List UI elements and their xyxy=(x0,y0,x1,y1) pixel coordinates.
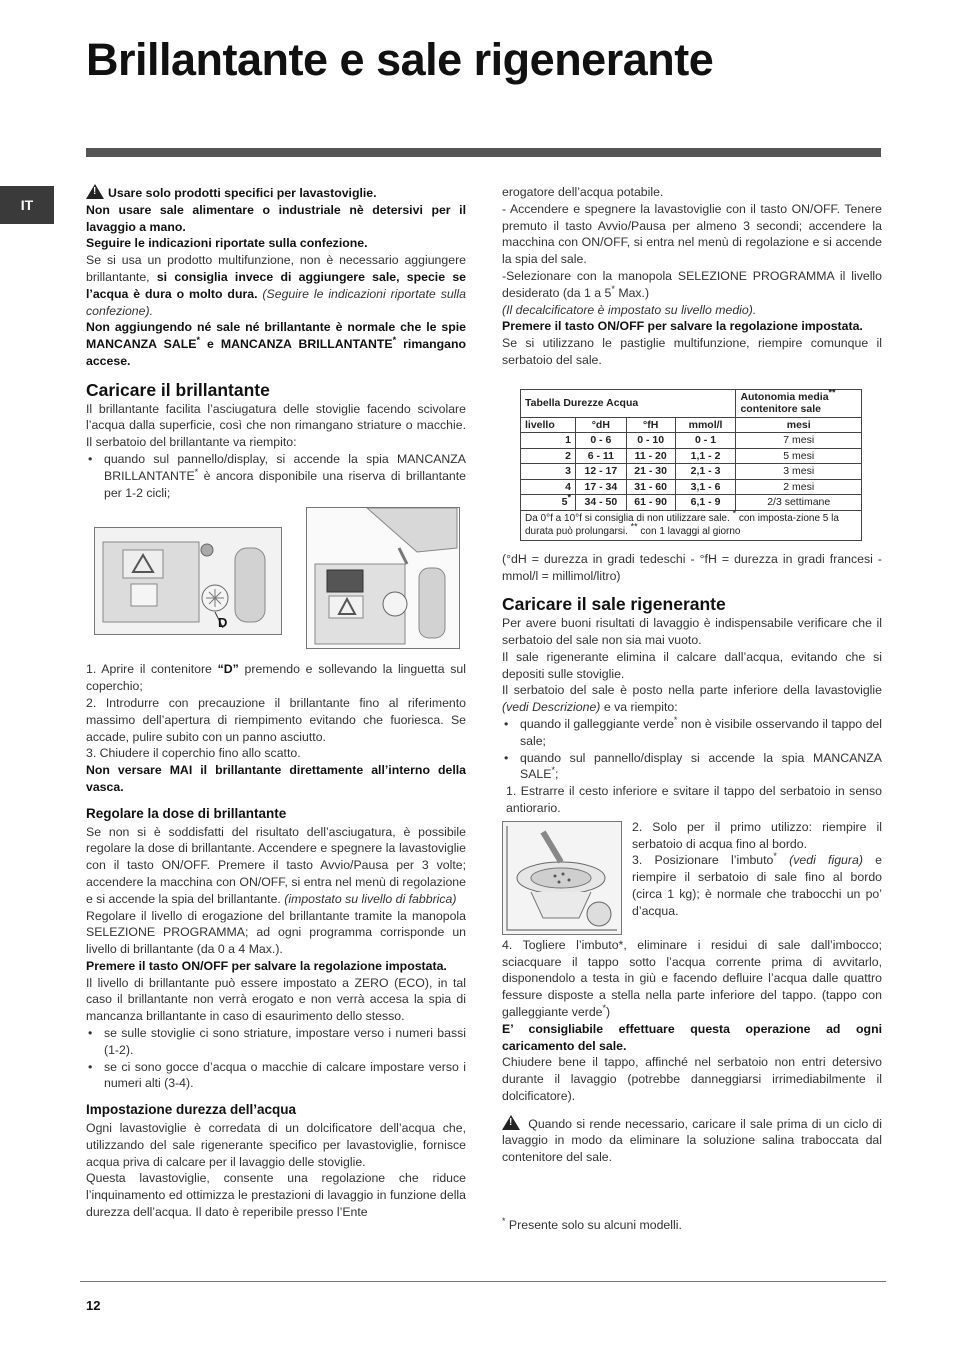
multifunction-paragraph: Se si usa un prodotto multifunzione, non è necessario aggiungere brillantante, si consiglia invece di aggiungere sale, specie se l’acqua è dura o molto dura. (Seguire le indicazioni riportate sulla confezione). xyxy=(86,253,466,318)
salt-paragraph-3: Il serbatoio del sale è posto nella parte inferiore della lavastoviglie (vedi Descrizione) e va riempito: xyxy=(502,683,882,715)
warning-line-3: Seguire le indicazioni riportate sulla confezione. xyxy=(86,236,368,251)
salt-steps xyxy=(632,819,882,935)
dose-bullet-2: • se ci sono gocce d’acqua o macchie di calcare impostare verso i numeri alti (3-4). xyxy=(86,1059,466,1093)
warning-line-1: !Usare solo prodotti specifici per lavastoviglie. xyxy=(86,184,466,202)
col-fh: °fH xyxy=(626,417,675,433)
col-months: mesi xyxy=(736,417,862,433)
table-row: 4 17 - 34 31 - 60 3,1 - 6 2 mesi xyxy=(521,479,862,495)
page-title: Brillantante e sale rigenerante xyxy=(86,34,714,85)
title-rule xyxy=(86,148,881,157)
hardness-units-note: (°dH = durezza in gradi tedeschi - °fH = durezza in gradi francesi - mmol/l = millimol/litro) xyxy=(502,551,882,583)
hardness-paragraph-1: Ogni lavastoviglie è corredata di un dolcificatore dell’acqua che, utilizzando del sale rigenerante specifico per lavastoviglie, fornisce acqua priva di calcare per il lavaggio delle stoviglie. xyxy=(86,1121,466,1169)
warning-icon xyxy=(86,184,104,199)
left-column xyxy=(86,184,466,1221)
table-row: 3 12 - 17 21 - 30 2,1 - 3 3 mesi xyxy=(521,464,862,480)
col-mmol: mmol/l xyxy=(675,417,736,433)
salt-advice: E’ consigliabile effettuare questa operazione ad ogni caricamento del sale. xyxy=(502,1021,882,1053)
decalcifier-default: (Il decalcificatore è impostato su livello medio). xyxy=(502,302,757,317)
salt-paragraph-2: Il sale rigenerante elimina il calcare dall’acqua, evitando che si depositi sulle stoviglie. xyxy=(502,649,882,681)
table-note: Da 0°f a 10°f si consiglia di non utilizzare sale. * con imposta-zione 5 la durata può prolungarsi. ** con 1 lavaggi al giorno xyxy=(521,510,862,540)
water-hardness-table xyxy=(520,389,862,541)
heading-salt: Caricare il sale rigenerante xyxy=(502,594,726,615)
col-dh: °dH xyxy=(576,417,627,433)
table-autonomy-header: Autonomia media** contenitore sale xyxy=(736,389,862,417)
salt-step-2: 2. Solo per il primo utilizzo: riempire il serbatoio di acqua fino al bordo. xyxy=(632,819,882,851)
salt-save: Premere il tasto ON/OFF per salvare la regolazione impostata. xyxy=(502,319,863,334)
dose-bullet-1: • se sulle stoviglie ci sono striature, impostare verso i numeri bassi (1-2). xyxy=(86,1025,466,1059)
dispenser-illustration xyxy=(94,527,282,635)
rinse-never-warning: Non versare MAI il brillantante direttamente all’interno della vasca. xyxy=(86,763,466,794)
rinse-step-1: 1. Aprire il contenitore “D” premendo e sollevando la linguetta sul coperchio; xyxy=(86,662,466,694)
dose-zero: Il livello di brillantante può essere impostato a ZERO (ECO), in tal caso il brillantante non verrà erogato e non verrà accesa la spia di mancanza brillantante in caso di esaurimento dello stesso. xyxy=(86,975,466,1024)
warning-line-2: Non usare sale alimentare o industriale nè detersivi per il lavaggio a mano. xyxy=(86,202,466,234)
rinse-step-3: 3. Chiudere il coperchio fino allo scatto. xyxy=(86,746,301,761)
heading-water-hardness: Impostazione durezza dell’acqua xyxy=(86,1102,297,1118)
table-row: 2 6 - 11 11 - 20 1,1 - 2 5 mesi xyxy=(521,448,862,464)
language-tab: IT xyxy=(0,186,54,224)
col-level: livello xyxy=(521,417,576,433)
page-number: 12 xyxy=(86,1298,101,1313)
rinse-step-2: 2. Introdurre con precauzione il brillantante fino al riferimento massimo dell’apertura di riempimento evitando che fuoriesca. Se accade, pulire subito con un panno asciutto. xyxy=(86,695,466,744)
continued-text: erogatore dell’acqua potabile. xyxy=(502,185,664,199)
hardness-paragraph-2: Questa lavastoviglie, consente una regolazione che riduce l’inquinamento ed ottimizza le prestazioni di lavaggio in funzione della durezza dell’acqua. Il dato è reperibile presso l’Ente xyxy=(86,1171,466,1220)
salt-setting-steps: - Accendere e spegnere la lavastoviglie con il tasto ON/OFF. Tenere premuto il tasto Avvio/Pausa per almeno 3 secondi; accendere la macchina con ON/OFF, si entra nel menù di regolazione e si accende la spia del sale. xyxy=(502,201,882,267)
figure-label-d: D xyxy=(218,615,228,631)
salt-warning: ! Quando si rende necessario, caricare il sale prima di un ciclo di lavaggio in modo da eliminare la soluzione salina traboccata dal contenitore del sale. xyxy=(502,1115,882,1166)
dose-save: Premere il tasto ON/OFF per salvare la regolazione impostata. xyxy=(86,958,447,973)
salt-paragraph-1: Per avere buoni risultati di lavaggio è indispensabile verificare che il serbatoio del sale non sia mai vuoto. xyxy=(502,616,882,647)
footer-rule xyxy=(80,1281,886,1282)
salt-step-4: 4. Togliere l’imbuto*, eliminare i residui di sale dall’imbocco; sciacquare il tappo sotto l’acqua corrente prima di avvitarlo, disponendolo a testa in giù e facendo defluire l’acqua dalle quattro fessure disposte a stella nella parte inferiore del tappo. (tappo con galleggiante verde*) xyxy=(502,937,882,1019)
dose-level-paragraph: Regolare il livello di erogazione del brillantante tramite la manopola SELEZIONE PROGRAMMA; ad ogni programma corrisponde un livello di brillantante (da 0 a 4 Max.). xyxy=(86,908,466,957)
right-column xyxy=(502,184,882,1166)
salt-step-1: 1. Estrarre il cesto inferiore e svitare il tappo del serbatoio in senso antiorario. xyxy=(506,784,882,815)
heading-dose: Regolare la dose di brillantante xyxy=(86,805,287,821)
table-title: Tabella Durezze Acqua xyxy=(521,389,736,417)
heading-rinse-aid: Caricare il brillantante xyxy=(86,379,270,400)
table-row: 1 0 - 6 0 - 10 0 - 1 7 mesi xyxy=(521,433,862,449)
warning-icon xyxy=(502,1115,520,1130)
salt-steps-with-figure xyxy=(502,819,882,935)
rinse-aid-figures xyxy=(86,507,466,657)
funnel-illustration xyxy=(502,821,622,935)
footnote: * Presente solo su alcuni modelli. xyxy=(502,1215,682,1232)
dose-paragraph: Se non si è soddisfatti del risultato dell’asciugatura, è possibile regolare la dose di brillantante. Accendere e spegnere la lavastoviglie con il tasto ON/OFF. Premere il tasto Avvio/Pausa per 3 volte; accendere la macchina con ON/OFF, si entra nel menù di regolazione e si accende la spia del brillantante. (impostato su livello di fabbrica) xyxy=(86,824,466,906)
rinse-intro: Il brillantante facilita l’asciugatura delle stoviglie facendo scivolare l’acqua dalla superficie, così che non rimangano striature o macchie. Il serbatoio del brillantante va riempito: xyxy=(86,401,466,450)
pouring-illustration xyxy=(306,507,460,649)
salt-close: Chiudere bene il tappo, affinché nel serbatoio non entri detersivo durante il lavaggio (potrebbe danneggiarsi irrimediabilmente il dolcificatore). xyxy=(502,1055,882,1103)
lamps-paragraph: Non aggiungendo né sale né brillantante è normale che le spie MANCANZA SALE* e MANCANZA BRILLANTANTE* rimangano accese. xyxy=(86,320,467,368)
rinse-bullet: • quando sul pannello/display, si accende la spia MANCANZA BRILLANTANTE* è ancora disponibile una riserva di brillantante per 1-2 cicli; xyxy=(86,451,466,501)
salt-bullet-1: • quando il galleggiante verde* non è visibile osservando il tappo del sale; xyxy=(502,716,882,750)
salt-step-3: 3. Posizionare l’imbuto* (vedi figura) e riempire il serbatoio di sale fino al bordo (circa 1 kg); è normale che trabocchi un po’ d’acqua. xyxy=(632,851,883,918)
tablets-note: Se si utilizzano le pastiglie multifunzione, riempire comunque il serbatoio del sale. xyxy=(502,336,882,367)
salt-bullet-2: • quando sul pannello/display si accende la spia MANCANZA SALE*; xyxy=(502,750,882,784)
table-row: 5* 34 - 50 61 - 90 6,1 - 9 2/3 settimane xyxy=(521,495,862,511)
salt-level-select: -Selezionare con la manopola SELEZIONE PROGRAMMA il livello desiderato (da 1 a 5* Max.) xyxy=(502,268,882,300)
